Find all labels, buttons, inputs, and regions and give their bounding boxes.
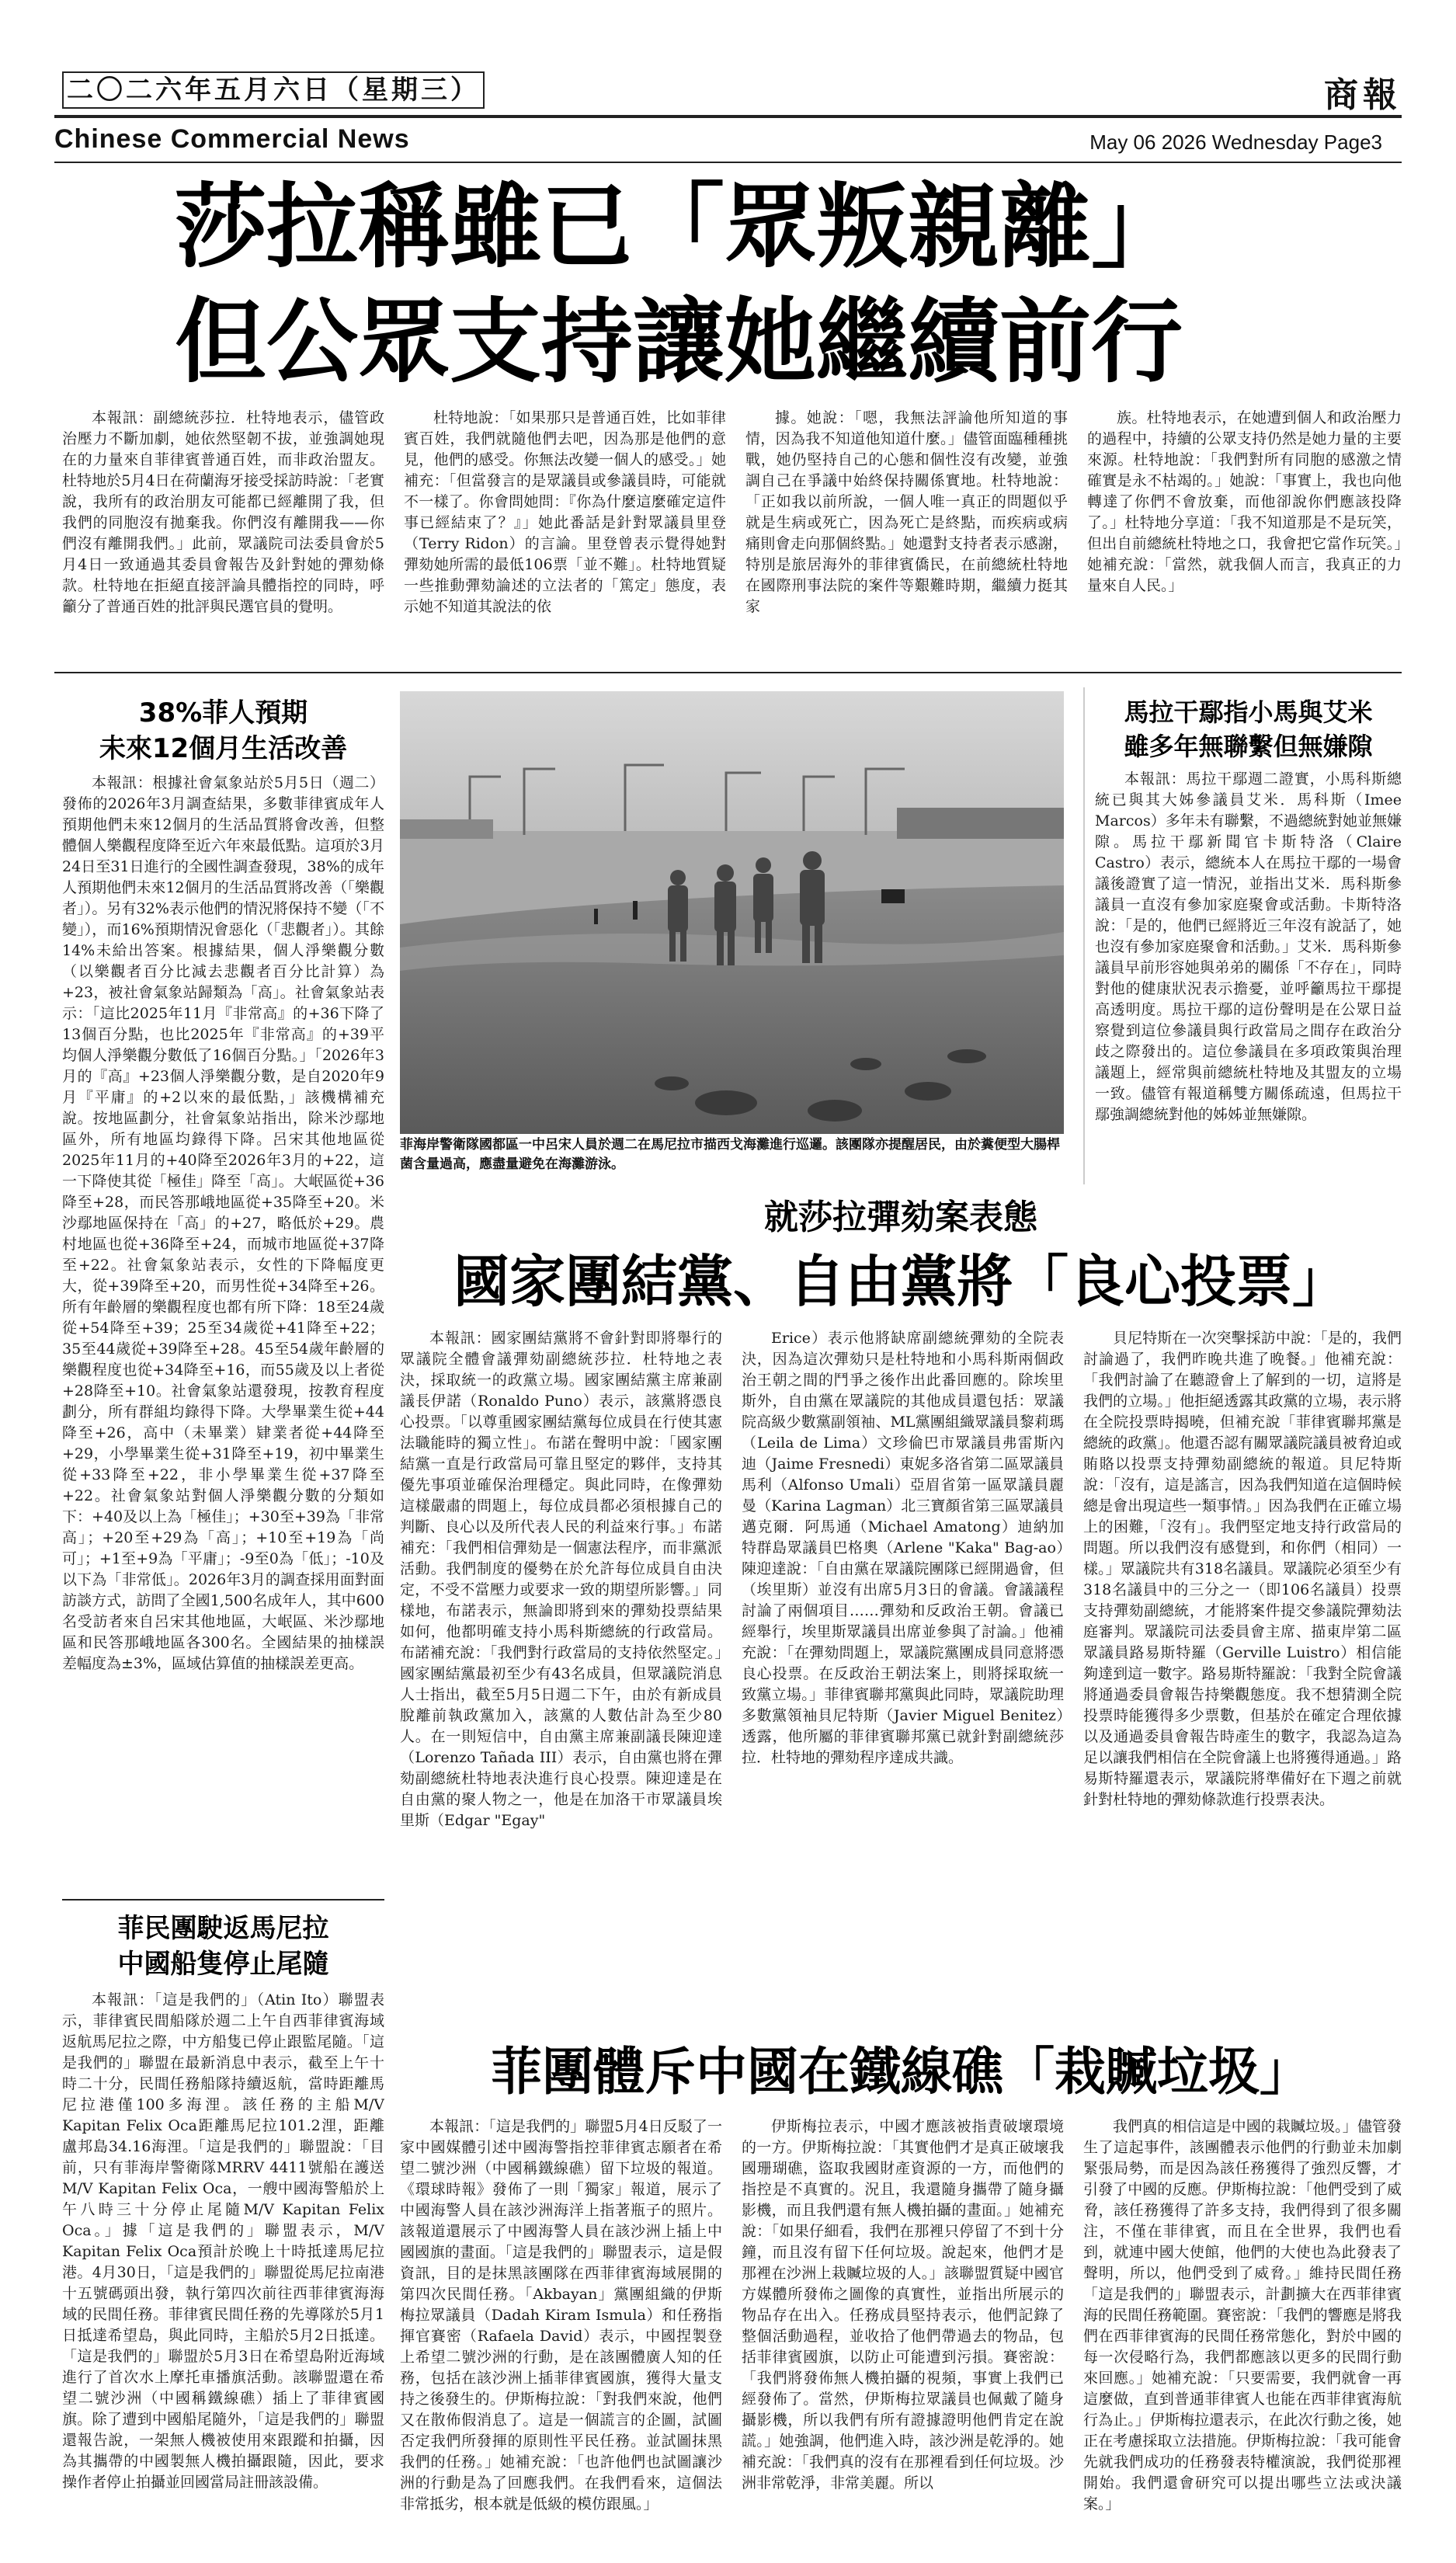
masthead-date: 二〇二六年五月六日（星期三） bbox=[62, 71, 485, 109]
ship-headline-line1: 菲民團駛返馬尼拉 bbox=[117, 1913, 329, 1944]
marcos-headline-line1: 馬拉干鄢指小馬與艾米 bbox=[1124, 697, 1373, 727]
main-headline-line2: 但公眾支持讓她繼續前行 bbox=[175, 288, 1183, 395]
main-story-col2: 杜特地說：「如果那只是普通百姓，比如菲律賓百姓，我們就隨他們去吧，因為那是他們的意見，他們的感受。你無法改變一個人的感受。」她補充：「但當發言的是眾議員或參議員時，可能就不一樣了。你會問她問：『你為什麼這麼確定這件事已經結束了？』」她此番話是針對眾議員里登（Terry Ridon）的言論。里登曾表示覺得她對彈劾她所需的最低106票「並不難」。杜特地質疑一些推動彈劾論述的立法者的「篤定」態度，表示她不知道其說法的依 bbox=[404, 409, 726, 615]
impeach-story-col1: 本報訊：國家團結黨將不會針對即將舉行的眾議院全體會議彈劾副總統莎拉．杜特地之表決，採取統一的政黨立場。國家團結黨主席兼副議長伊諾（Ronaldo Puno）表示，該黨將憑良心投票。「以尊重國家團結黨每位成員在行使其憲法職能時的獨立性」。布諾在聲明中說：「國家團結黨一直是行政當局可靠且堅定的夥伴，支持其優先事項並確保治理穩定。與此同時，在像彈劾這樣嚴肅的問題上，每位成員都必須根據自己的判斷、良心以及所代表人民的利益來行事。」布諾補充：「我們相信彈劾是一個憲法程序，而非黨派活動。我們制度的優勢在於允許每位成員自由決定，不受不當壓力或要求一致的期望所影響。」同樣地，布諾表示，無論即將到來的彈劾投票結果如何，他都明確支持小馬科斯總統的行政當局。布諾補充說：「我們對行政當局的支持依然堅定。」國家團結黨最初至少有43名成員，但眾議院消息人士指出，截至5月5日週二下午，由於有新成員脫離前執政黨加入，該黨的人數估計為至少80人。在一則短信中，自由黨主席兼副議長陳迎達（Lorenzo Tañada III）表示，自由黨也將在彈劾副總統杜特地表決進行良心投票。陳迎達是在自由黨的聚人物之一，他是在加洛干市眾議員埃里斯（Edgar "Egay" bbox=[400, 1330, 722, 1829]
china-story-col2: 伊斯梅拉表示，中國才應該被指責破壞環境的一方。伊斯梅拉說：「其實他們才是真正破壞我國珊瑚礁，盜取我國財產資源的一方，而他們的指控是不真實的。況且，我還隨身攜帶了隨身攝影機，而且我們還有無人機拍攝的畫面。」她補充說：「如果仔細看，我們在那裡只停留了不到十分鐘，而且沒有留下任何垃圾。說起來，他們才是那裡在沙洲上栽贓垃圾的人。」該聯盟質疑中國官方媒體所發佈之圖像的真實性，並指出所展示的物品存在出入。任務成員堅持表示，他們記錄了整個活動過程，並收拾了他們帶過去的物品，包括菲律賓國旗，以防止可能遭到污損。賽密說：「我們將發佈無人機拍攝的視頻，事實上我們已經發佈了。當然，伊斯梅拉眾議員也佩戴了隨身攝影機，所以我們有所有證據證明他們肯定在說謊。」她強調，他們進入時，該沙洲是乾淨的。她補充說：「我們真的沒有在那裡看到任何垃圾。沙洲非常乾淨，非常美麗。所以 bbox=[742, 2118, 1064, 2492]
paper-logo: 商報 bbox=[1324, 75, 1402, 115]
survey-headline-line2: 未來12個月生活改善 bbox=[99, 733, 348, 764]
section-rule-1 bbox=[54, 672, 1402, 673]
photo-caption: 菲海岸警衛隊國都區一中呂宋人員於週二在馬尼拉市描西戈海灘進行巡邏。該團隊亦提醒居民，由於糞便型大腸桿菌含量過高，應盡量避免在海灘游泳。 bbox=[400, 1137, 1060, 1172]
china-headline: 菲團體斥中國在鐵線礁「栽贓垃圾」 bbox=[491, 2042, 1311, 2102]
header-rule bbox=[54, 162, 1402, 163]
impeach-headline: 國家團結黨、自由黨將「良心投票」 bbox=[453, 1249, 1348, 1314]
section-rule-left bbox=[62, 1899, 384, 1901]
main-headline-line1: 莎拉稱雖已「眾叛親離」 bbox=[175, 173, 1183, 280]
masthead-rule bbox=[54, 115, 1402, 118]
ship-headline-line2: 中國船隻停止尾隨 bbox=[117, 1949, 329, 1980]
china-story-col1: 本報訊：「這是我們的」聯盟5月4日反駁了一家中國媒體引述中國海警指控菲律賓志願者在希望二號沙洲（中國稱鐵線礁）留下垃圾的報道。《環球時報》發佈了一則「獨家」報道，展示了中國海警人員在該沙洲海洋上指著瓶子的照片。該報道還展示了中國海警人員在該沙洲上插上中國國旗的畫面。「這是我們的」聯盟表示，這是假資訊，目的是抹黑該團隊在西菲律賓海域展開的第四次民間任務。「Akbayan」黨團組織的伊斯梅拉眾議員（Dadah Kiram Ismula）和任務指揮官賽密（Rafaela David）表示，中國捏製登上希望二號沙洲的行動，是在該團體廣人知的任務，包括在該沙洲上插菲律賓國旗，獲得大量支持之後發生的。伊斯梅拉說：「對我們來說，他們又在散佈假消息了。這是一個謊言的企圖，試圖否定我們所發揮的原則性平民任務。並試圖抹黑我們的任務。」她補充說：「也許他們也試圖讓沙洲的行動是為了回應我們。在我們看來，這個法非常抵劣，根本就是低級的模仿跟風。」 bbox=[400, 2118, 722, 2513]
page-info: May 06 2026 Wednesday Page3 bbox=[1089, 130, 1382, 154]
photo-illustration bbox=[400, 691, 1064, 1134]
survey-story-body: 本報訊：根據社會氣象站於5月5日（週二）發佈的2026年3月調查結果，多數菲律賓成年人預期他們未來12個月的生活品質將會改善，但整體個人樂觀程度降至近六年來最低點。這項於3月24日至31日進行的全國性調查發現，38%的成年人預期他們未來12個月的生活品質將改善（「樂觀者」）。另有32%表示他們的情況將保持不變（「不變」），而16%預期情況會惡化（「悲觀者」）。其餘14%未給出答案。根據結果，個人淨樂觀分數（以樂觀者百分比減去悲觀者百分比計算）為+23，被社會氣象站歸類為「高」。社會氣象站表示：「這比2025年11月『非常高』的+36下降了13個百分點，也比2025年『非常高』的+39平均個人淨樂觀分數低了16個百分點。」「2026年3月的『高』+23個人淨樂觀分數，是自2020年9月『平庸』的+2以來的最低點，」該機構補充說。按地區劃分，社會氣象站指出，除米沙鄢地區外，所有地區均錄得下降。呂宋其他地區從2025年11月的+40降至2026年3月的+22，這一下降使其從「極佳」降至「高」。大岷區從+36降至+28，而民答那峨地區從+35降至+20。米沙鄢地區保持在「高」的+27，略低於+29。農村地區也從+36降至+24，而城市地區從+37降至+22。社會氣象站表示，女性的下降幅度更大，從+39降至+20，而男性從+34降至+26。所有年齡層的樂觀程度也都有所下降：18至24歲從+54降至+39；25至34歲從+41降至+22；35至44歲從+39降至+28。45至54歲年齡層的樂觀程度也從+34降至+16，而55歲及以上者從+28降至+10。社會氣象站還發現，按教育程度劃分，所有群組均錄得下降。大學畢業生從+44降至+26，高中（未畢業）肄業者從+44降至+29，小學畢業生從+31降至+19，初中畢業生從+33降至+22，非小學畢業生從+37降至+22。社會氣象站對個人淨樂觀分數的分類如下：+40及以上為「極佳」；+30至+39為「非常高」；+20至+29為「高」；+10至+19為「尚可」；+1至+9為「平庸」；-9至0為「低」；-10及以下為「非常低」。2026年3月的調查採用面對面訪談方式，訪問了全國1,500名成年人，其中600名受訪者來自呂宋其他地區，大岷區、米沙鄢地區和民答那峨地區各300名。全國結果的抽樣誤差幅度為±3%，區域估算值的抽樣誤差更高。 bbox=[62, 774, 384, 1672]
paper-name: Chinese Commercial News bbox=[54, 124, 410, 154]
china-story-col3: 我們真的相信這是中國的栽贓垃圾。」儘管發生了這起事件，該團體表示他們的行動並未加劇緊張局勢，而是因為該任務獲得了強烈反響，才引發了中國的反應。伊斯梅拉說：「他們受到了威脅，該任務獲得了許多支持，我們得到了很多關注，不僅在菲律賓，而且在全世界，我們也看到，就連中國大使館，他們的大使也為此發表了聲明，所以，他們受到了威脅。」維持民間任務「這是我們的」聯盟表示，計劃擴大在西菲律賓海的民間任務範圍。賽密說：「我們的響應是將我們在西菲律賓海的民間任務常態化，對於中國的每一次侵略行為，我們都應該以更多的民間行動來回應。」她補充說：「只要需要，我們就會一再這麼做，直到普通菲律賓人也能在西菲律賓海航行為止。」伊斯梅拉還表示，在此次行動之後，她正在考慮採取立法措施。伊斯梅拉說：「我可能會先就我們成功的任務發表特權演說，我們從那裡開始。我們還會研究可以提出哪些立法或決議案。」 bbox=[1083, 2118, 1402, 2513]
column-divider bbox=[1083, 687, 1085, 1184]
main-story-col1: 本報訊：副總統莎拉．杜特地表示，儘管政治壓力不斷加劇，她依然堅韌不拔，並強調她現在的力量來自菲律賓普通百姓，而非政治盟友。杜特地於5月4日在荷蘭海牙接受採訪時說：「老實說，我所有的政治朋友可能都已經離開了我，但我們的同胞沒有拋棄我。你們沒有離開我——你們沒有離開我們。」此前，眾議院司法委員會於5月4日一致通過其委員會報告及針對她的彈劾條款。杜特地在拒絕直接評論具體指控的同時，呼籲分了普通百姓的批評與民選官員的覺明。 bbox=[62, 409, 384, 615]
beach-patrol-photo bbox=[400, 691, 1064, 1134]
marcos-headline-line2: 雖多年無聯繫但無嫌隙 bbox=[1124, 732, 1373, 761]
marcos-story-body: 本報訊：馬拉干鄢週二證實，小馬科斯總統已與其大姊參議員艾米．馬科斯（Imee Marcos）多年未有聯繫，不過總統對她並無嫌隙。馬拉干鄢新聞官卡斯特洛（Claire Castro）表示，總統本人在馬拉干鄢的一場會議後證實了這一情況，並指出艾米．馬科斯參議員一直沒有參加家庭聚會或活動。卡斯特洛說：「是的，他們已經將近三年沒有說話了，她也沒有參加家庭聚會和活動。」艾米．馬科斯參議員早前形容她與弟弟的關係「不存在」，同時對他的健康狀況表示擔憂，並呼籲馬拉干鄢提高透明度。馬拉干鄢的這份聲明是在公眾日益察覺到這位參議員與行政當局之間存在政治分歧之際發出的。這位參議員在多項政策與治理議題上，經常與前總統杜特地及其盟友的立場一致。儘管有報道稱雙方關係疏遠，但馬拉干鄢強調總統對他的姊姊並無嫌隙。 bbox=[1095, 770, 1402, 1123]
main-story-col3: 據。她說：「嗯，我無法評論他所知道的事情，因為我不知道他知道什麼。」儘管面臨種種挑戰，她仍堅持自己的心態和個性沒有改變，並強調自己在爭議中始終保持關係實地。杜特地說：「正如我以前所說，一個人唯一真正的問題似乎就是生病或死亡，因為死亡是終點，而疾病或病痛則會走向那個終點。」她還對支持者表示感謝，特別是旅居海外的菲律賓僑民，在前總統杜特地在國際刑事法院的案件等艱難時期，繼續力挺其家 bbox=[745, 409, 1068, 615]
impeach-kicker: 就莎拉彈劾案表態 bbox=[764, 1198, 1037, 1237]
survey-headline-line1: 38%菲人預期 bbox=[138, 697, 308, 729]
impeach-story-col3: 貝尼特斯在一次突擊採訪中說：「是的，我們討論過了，我們昨晚共進了晚餐。」他補充說：「我們討論了在聽證會上了解到的一切，這將是我們的立場。」他拒絕透露其政黨的立場，表示將在全院投票時揭曉，但補充說「菲律賓聯邦黨是總統的政黨」。他還否認有關眾議院議員被脅迫或賄賂以投票支持彈劾副總統的報道。貝尼特斯說：「沒有，這是謠言，因為我們知道在這個時候總是會出現這些一類事情。」因為我們在正確立場上的困難，「沒有」。我們堅定地支持行政當局的問題。所以我們沒有感覺到，和你們（相同）一樣。」眾議院共有318名議員。眾議院必須至少有318名議員中的三分之一（即106名議員）投票支持彈劾副總統，才能將案件提交參議院彈劾法庭審判。眾議院司法委員會主席、描東岸第二區眾議員路易斯特羅（Gerville Luistro）相信能夠達到這一數字。路易斯特羅說：「我對全院會議將通過委員會報告持樂觀態度。我不想猜測全院投票時能獲得多少票數，但基於在確定合理依據以及通過委員會報告時產生的數字，我認為這為足以讓我們相信在全院會議上也將獲得通過。」路易斯特羅還表示，眾議院將準備好在下週之前就針對杜特地的彈劾條款進行投票表決。 bbox=[1083, 1330, 1402, 1808]
impeach-story-col2: Erice）表示他將缺席副總統彈劾的全院表決，因為這次彈劾只是杜特地和小馬科斯兩個政治王朝之間的鬥爭之後作出此番回應的。除埃里斯外，自由黨在眾議院的其他成員還包括：眾議院高級少數黨副領袖、ML黨團組織眾議員黎莉瑪（Leila de Lima）文珍倫巴市眾議員弗雷斯內迪（Jaime Fresnedi）東妮多洛省第二區眾議員馬利（Alfonso Umali）亞眉省第一區眾議員麗曼（Karina Lagman）北三寶顏省第三區眾議員邁克爾．阿馬通（Michael Amatong）迪納加特群島眾議員巴格奧（Arlene "Kaka" Bag-ao）陳迎達說：「自由黨在眾議院團隊已經開過會，但（埃里斯）並沒有出席5月3日的會議。會議議程討論了兩個項目……彈劾和反政治王朝。會議已經舉行，埃里斯眾議員出席並參與了討論。」他補充說：「在彈劾問題上，眾議院黨團成員同意將憑良心投票。在反政治王朝法案上，則將採取統一致黨立場。」菲律賓聯邦黨與此同時，眾議院助理多數黨領袖貝尼特斯（Javier Miguel Benitez）透露，他所屬的菲律賓聯邦黨已就針對副總統莎拉．杜特地的彈劾程序達成共識。 bbox=[742, 1330, 1064, 1766]
ship-story-body: 本報訊：「這是我們的」（Atin Ito）聯盟表示，菲律賓民間船隊於週二上午自西菲律賓海域返航馬尼拉之際，中方船隻已停止跟監尾隨。「這是我們的」聯盟在最新消息中表示，截至上午十時二十分，民間任務船隊持續返航，當時距離馬尼拉港僅100多海浬。該任務的主船M/V Kapitan Felix Oca距離馬尼拉101.2浬，距離盧邦島34.16海浬。「這是我們的」聯盟說：「目前，只有菲海岸警衛隊MRRV 4411號船在護送M/V Kapitan Felix Oca，一艘中國海警船於上午八時三十分停止尾隨M/V Kapitan Felix Oca。」據「這是我們的」聯盟表示，M/V Kapitan Felix Oca預計於晚上十時抵達馬尼拉港。4月30日，「這是我們的」聯盟從馬尼拉南港十五號碼頭出發，執行第四次前往西菲律賓海海域的民間任務。菲律賓民間任務的先導隊於5月1日抵達希望島，與此同時，主船於5月2日抵達。「這是我們的」聯盟於5月3日在希望島附近海域進行了首次水上摩托車播旗活動。該聯盟還在希望二號沙洲（中國稱鐵線礁）插上了菲律賓國旗。除了遭到中國船尾隨外，「這是我們的」聯盟還報告說，一架無人機被使用來跟蹤和拍攝，因為其攜帶的中國製無人機拍攝跟隨，因此，要求操作者停止拍攝並回國當局註冊該設備。 bbox=[62, 1991, 384, 2491]
main-story-col4: 族。杜特地表示，在她遭到個人和政治壓力的過程中，持續的公眾支持仍然是她力量的主要來源。杜特地說：「我們對所有同胞的感激之情確實是永不枯竭的。」她說：「事實上，我也向他轉達了你們不會放棄，而他卻說你們應該投降了。」杜特地分享道：「我不知道那是不是玩笑，但出自前總統杜特地之口，我會把它當作玩笑。」她補充說：「當然，就我個人而言，我真正的力量來自人民。」 bbox=[1087, 409, 1402, 594]
